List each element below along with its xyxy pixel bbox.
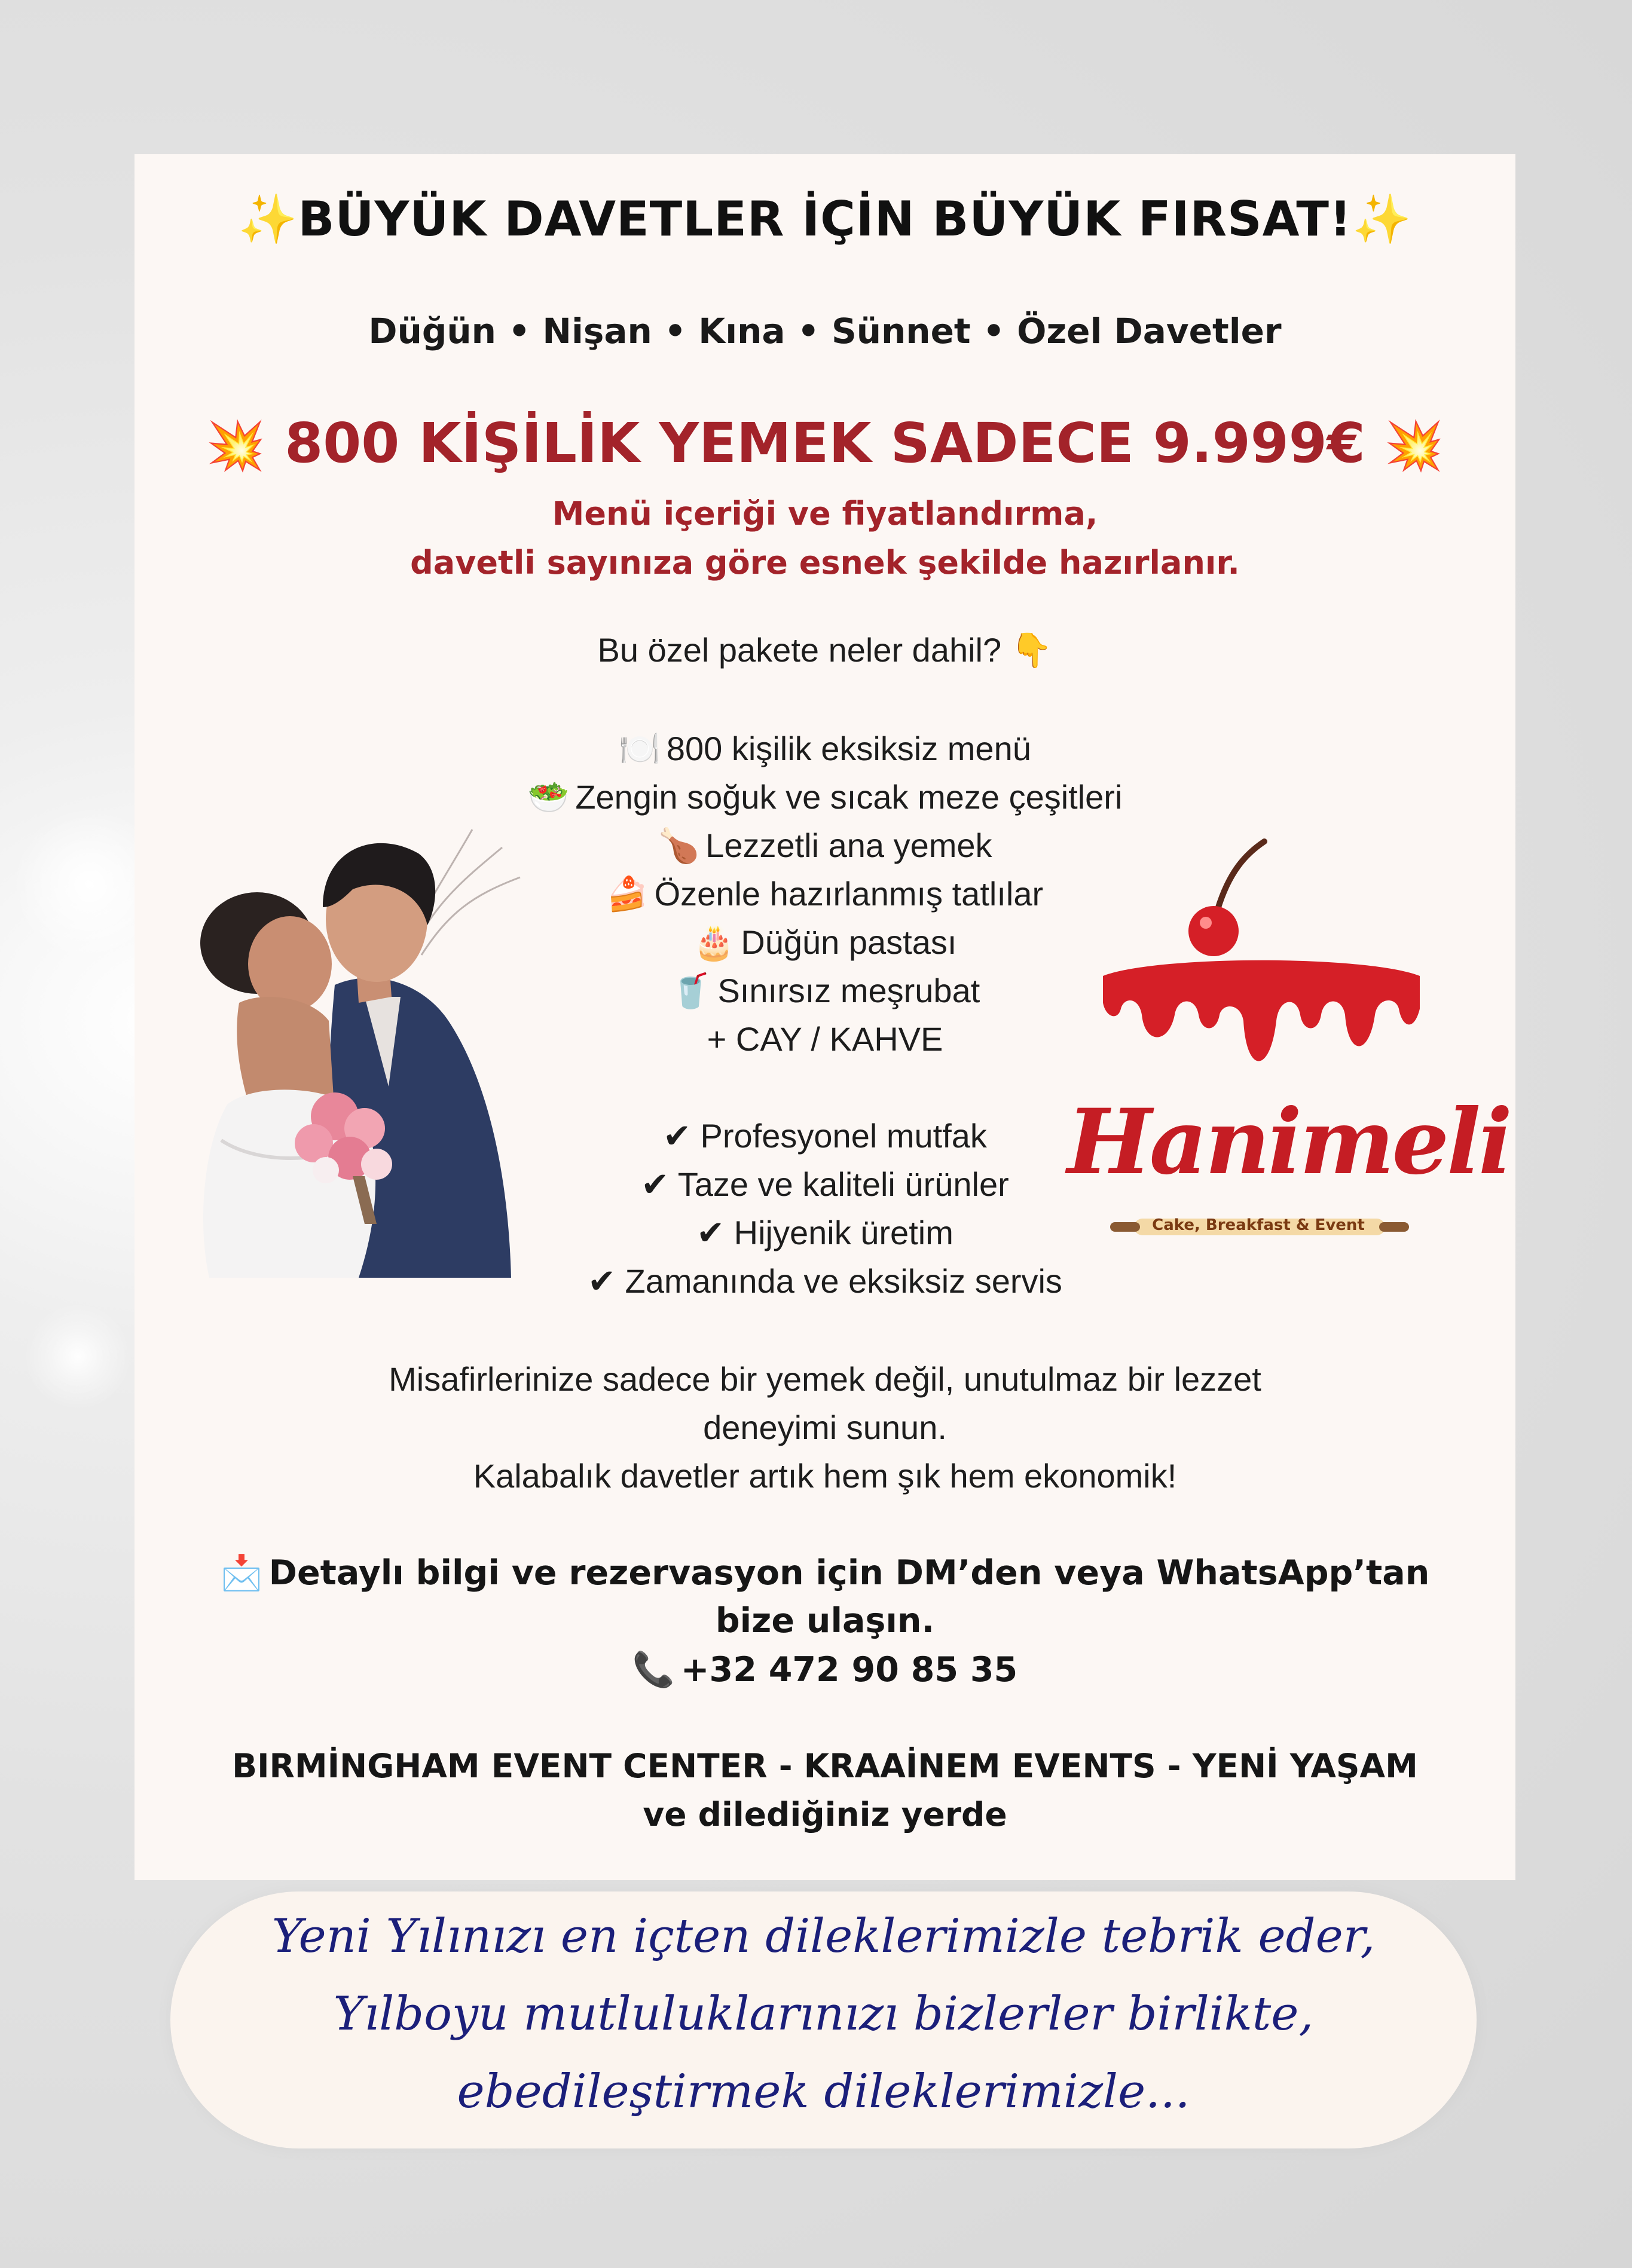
greeting-banner xyxy=(170,1891,1477,2148)
venues-line: BIRMİNGHAM EVENT CENTER - KRAAİNEM EVENTS - YENİ YAŞAM xyxy=(232,1747,1418,1785)
package-item-text: Sınırsız meşrubat xyxy=(717,972,980,1009)
package-question-text: Bu özel pakete neler dahil? xyxy=(597,631,1002,669)
greeting-line: Yılboyu mutluluklarınızı bizlerler birlikte, xyxy=(333,1987,1314,2041)
collision-icon: 💥 xyxy=(206,418,266,473)
birthday-cake-icon: 🎂 xyxy=(693,923,735,961)
feature-item: ✔ Zamanında ve eksiksiz servis xyxy=(588,1262,1062,1300)
phone-line xyxy=(135,1649,1515,1689)
phone-number: +32 472 90 85 35 xyxy=(680,1650,1018,1689)
greeting-line: ebedileştirmek dileklerimizle... xyxy=(457,2065,1190,2119)
closing-line: deneyimi sunun. xyxy=(703,1409,947,1446)
envelope-icon: 📩 xyxy=(220,1553,263,1593)
light-flare xyxy=(24,1303,132,1410)
couple-illustration xyxy=(185,806,532,1278)
greeting-line: Yeni Yılınızı en içten dileklerimizle tebrik eder, xyxy=(271,1909,1376,1963)
venues-line: ve dilediğiniz yerde xyxy=(643,1795,1007,1834)
hanimeli-logo xyxy=(1067,818,1511,1343)
package-item-text: + CAY / KAHVE xyxy=(707,1020,943,1058)
package-item-text: Zengin soğuk ve sıcak meze çeşitleri xyxy=(575,778,1123,816)
headline xyxy=(135,191,1515,247)
logo-wordmark: Hanimeli xyxy=(1067,1089,1511,1195)
soft-drink-icon: 🥤 xyxy=(670,972,712,1009)
logo-tagline: Cake, Breakfast & Event xyxy=(1152,1216,1365,1234)
package-item-text: 800 kişilik eksiksiz menü xyxy=(666,730,1031,767)
feature-item: ✔ Hijyenik üretim xyxy=(696,1214,953,1251)
closing-line: Misafirlerinize sadece bir yemek değil, unutulmaz bir lezzet xyxy=(389,1360,1261,1398)
sparkles-icon: ✨ xyxy=(1352,191,1413,247)
feature-item: ✔ Profesyonel mutfak xyxy=(663,1117,987,1155)
cake-slice-icon: 🍰 xyxy=(606,875,649,913)
cake-drip-icon xyxy=(1067,818,1450,1092)
feature-item: ✔ Taze ve kaliteli ürünler xyxy=(641,1165,1009,1203)
contact-text: Detaylı bilgi ve rezervasyon için DM’den veya WhatsApp’tan xyxy=(268,1553,1430,1593)
pointing-down-icon: 👇 xyxy=(1010,631,1053,669)
package-item xyxy=(135,729,1515,769)
offer-note-line1: Menü içeriği ve fiyatlandırma, xyxy=(552,495,1098,532)
collision-icon: 💥 xyxy=(1384,418,1444,473)
headline-text: BÜYÜK DAVETLER İÇİN BÜYÜK FIRSAT! xyxy=(298,191,1352,247)
contact-line: bize ulaşın. xyxy=(715,1601,935,1640)
sparkles-icon: ✨ xyxy=(237,191,298,247)
contact-line xyxy=(135,1553,1515,1593)
offer-headline xyxy=(135,411,1515,475)
offer-note-line2: davetli sayınıza göre esnek şekilde hazırlanır. xyxy=(410,544,1240,581)
flyer-card xyxy=(135,154,1515,1880)
closing-line: Kalabalık davetler artık hem şık hem ekonomik! xyxy=(473,1457,1177,1495)
package-item-text: Düğün pastası xyxy=(741,923,957,961)
package-item-text: Özenle hazırlanmış tatlılar xyxy=(654,875,1044,913)
package-question xyxy=(135,630,1515,670)
phone-icon: 📞 xyxy=(632,1650,675,1689)
offer-text: 800 KİŞİLİK YEMEK SADECE 9.999€ xyxy=(285,411,1365,475)
salad-icon: 🥗 xyxy=(527,778,570,816)
couple-graphic xyxy=(185,806,532,1278)
package-item-text: Lezzetli ana yemek xyxy=(705,827,992,864)
drumstick-icon: 🍗 xyxy=(658,827,700,864)
plate-icon: 🍽️ xyxy=(619,730,661,767)
event-types: Düğün • Nişan • Kına • Sünnet • Özel Davetler xyxy=(368,311,1282,351)
